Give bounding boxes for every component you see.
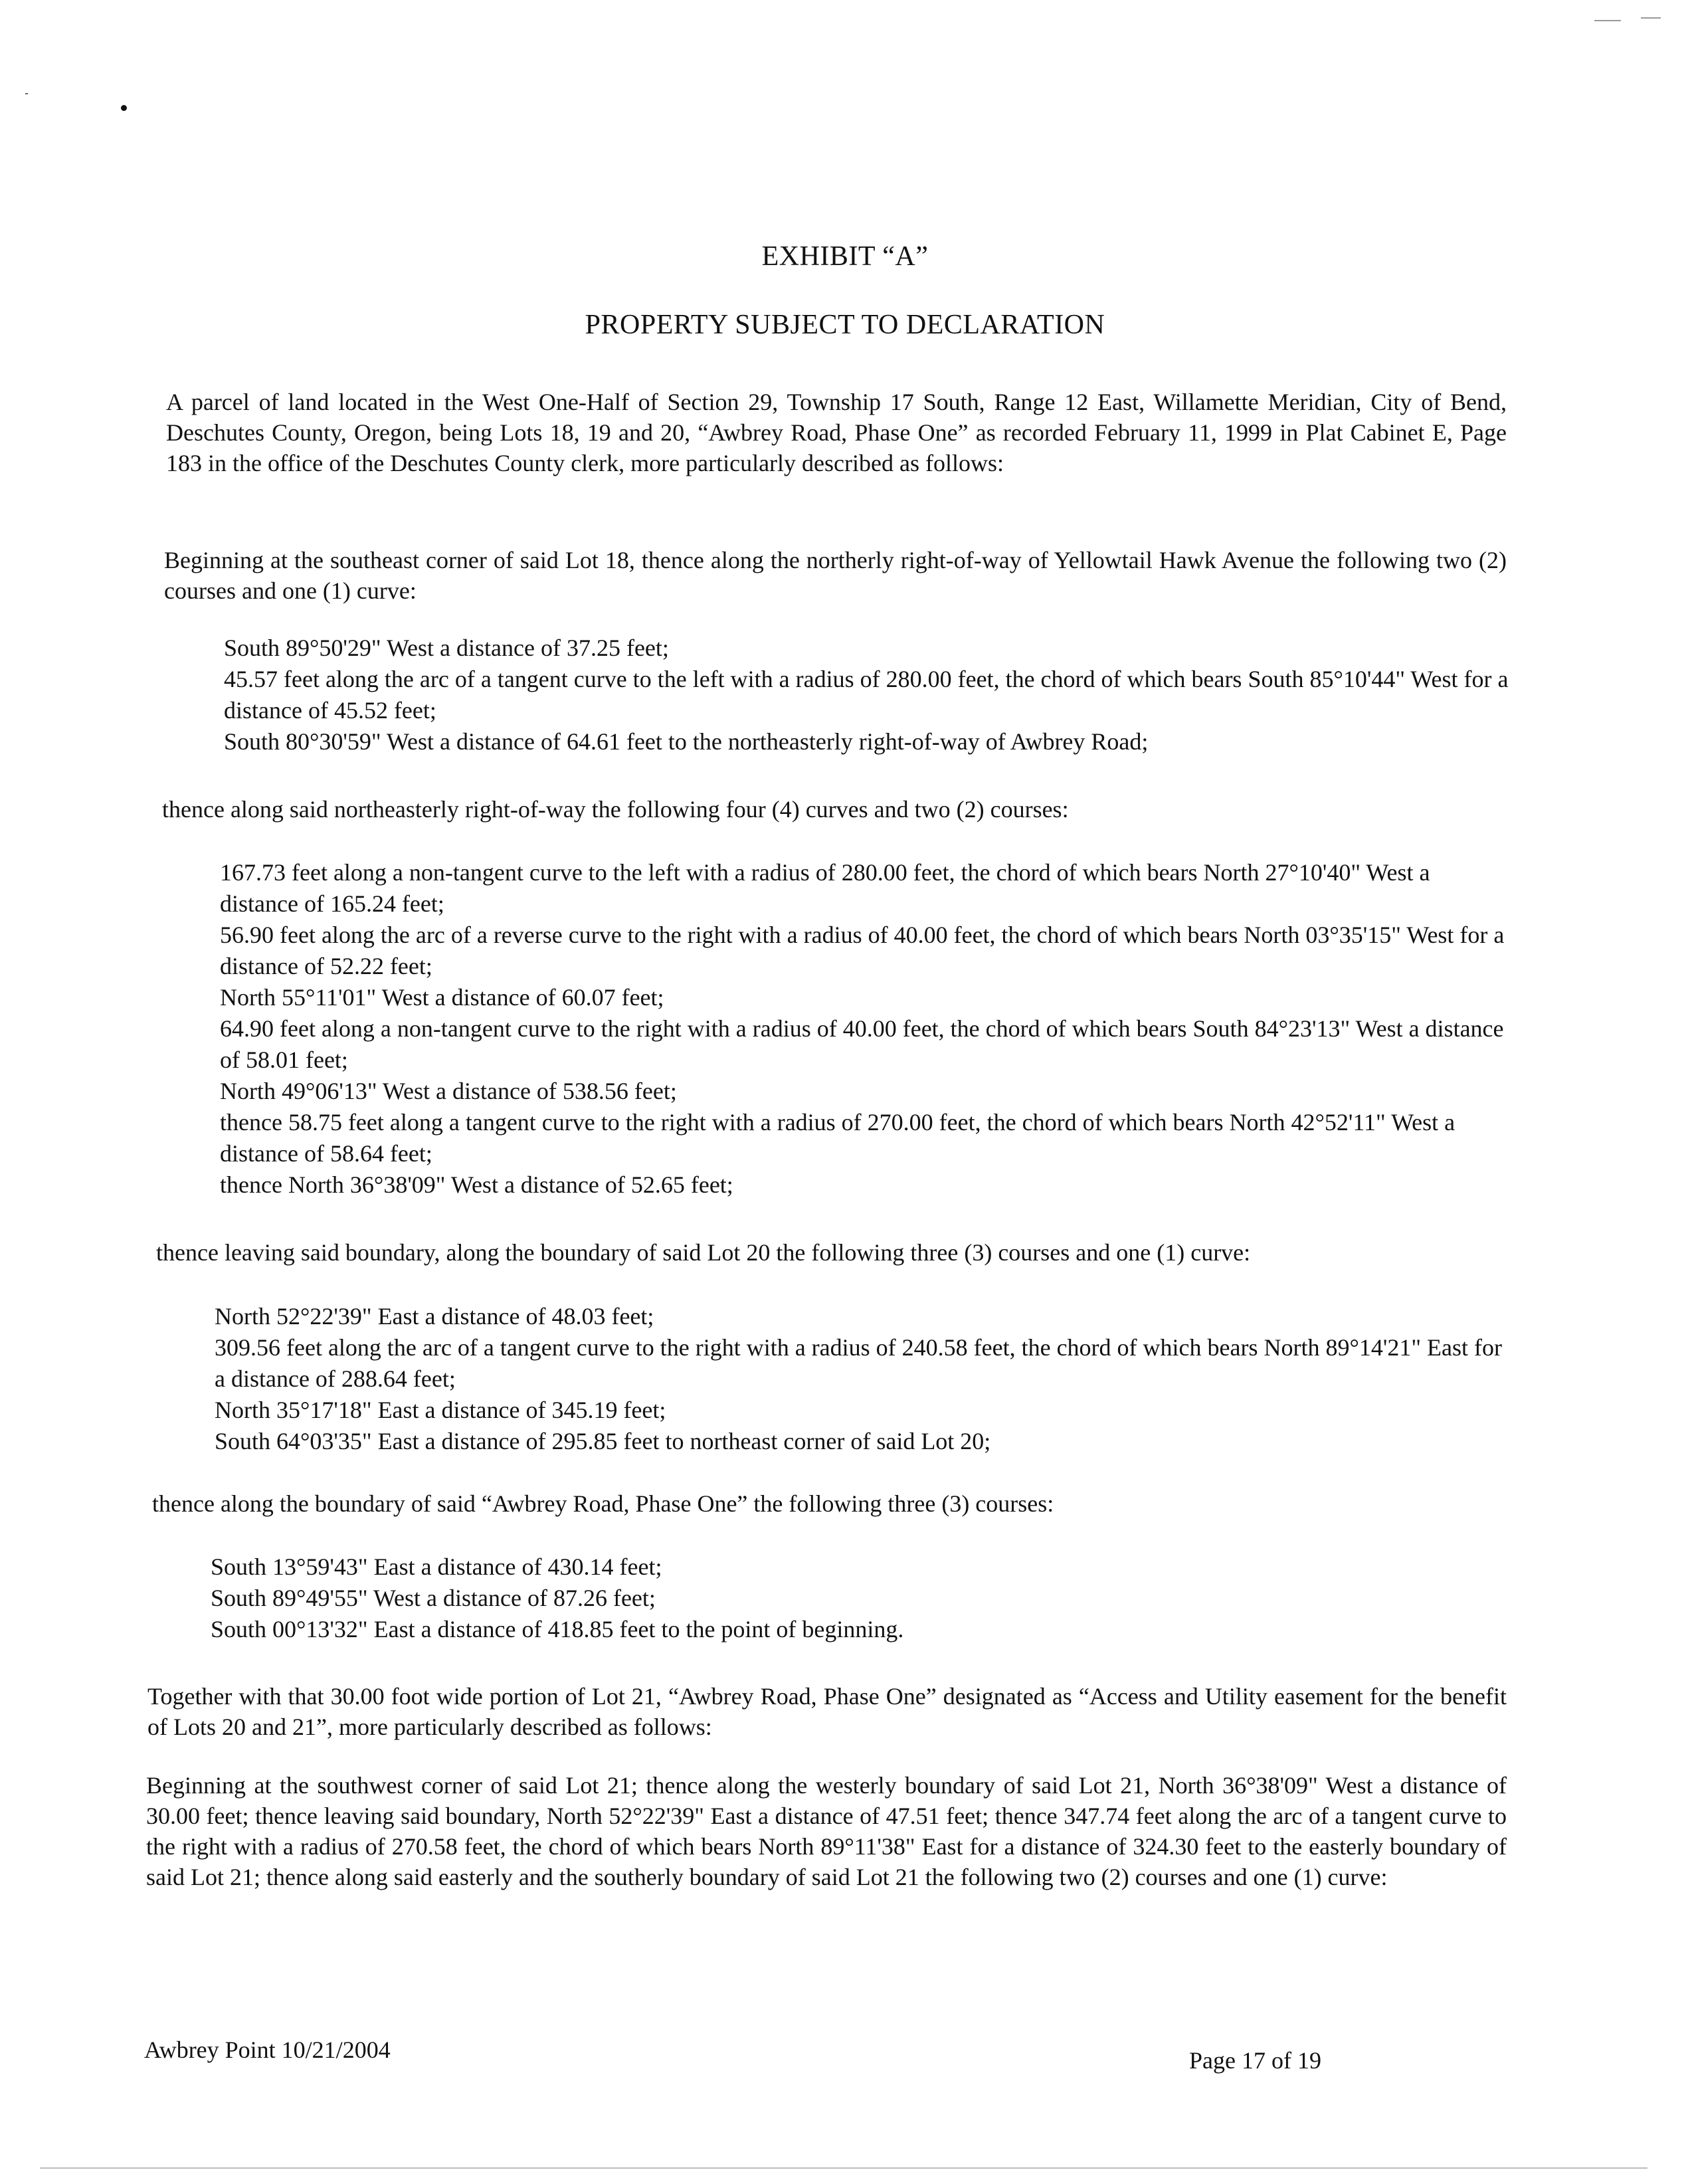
course-item: South 89°50'29" West a distance of 37.25 feet; bbox=[224, 635, 669, 661]
footer-document-date: Awbrey Point 10/21/2004 bbox=[144, 2036, 391, 2063]
course-item: thence North 36°38'09" West a distance of 52.65 feet; bbox=[220, 1171, 733, 1198]
intro-paragraph: A parcel of land located in the West One-Half of Section 29, Township 17 South, Range 12 East, Willamette Meridian, City of Bend, Deschutes County, Oregon, being Lots 18, 19 and 20, “Awbrey Road, Phase One” as recorded February 11, 1999 in Plat Cabinet E, Page 183 in the office of the Deschutes County clerk, more particularly described as follows: bbox=[166, 389, 1507, 476]
course-item: South 00°13'32" East a distance of 418.85 feet to the point of beginning. bbox=[211, 1616, 904, 1642]
scan-speck bbox=[25, 93, 28, 94]
course-item: 56.90 feet along the arc of a reverse curve to the right with a radius of 40.00 feet, the chord of which bears North 03°35'15" West for a distance of 52.22 feet; bbox=[220, 922, 1505, 979]
footer-page-number: Page 17 of 19 bbox=[1189, 2047, 1321, 2074]
course-item: 167.73 feet along a non-tangent curve to the left with a radius of 280.00 feet, the chord of which bears North 27°10'40" West a distance of 165.24 feet; bbox=[220, 859, 1430, 917]
exhibit-title: EXHIBIT “A” bbox=[761, 241, 929, 272]
course-item: South 13°59'43" East a distance of 430.14 feet; bbox=[211, 1553, 662, 1580]
scan-edge-line bbox=[40, 2167, 1647, 2169]
course-item: 64.90 feet along a non-tangent curve to the right with a radius of 40.00 feet, the chord of which bears South 84°23'13" West a distance of 58.01 feet; bbox=[220, 1015, 1504, 1073]
course-item: North 55°11'01" West a distance of 60.07 feet; bbox=[220, 984, 664, 1011]
course-list-2 bbox=[220, 857, 1513, 1201]
course-list-3 bbox=[215, 1301, 1510, 1457]
course-item: 45.57 feet along the arc of a tangent curve to the left with a radius of 280.00 feet, the chord of which bears South 85°10'44" West for a distance of 45.52 feet; bbox=[224, 666, 1509, 724]
thence-paragraph-1: thence along said northeasterly right-of-way the following four (4) curves and two (2) courses: bbox=[162, 796, 1069, 823]
course-list-4 bbox=[211, 1551, 1506, 1645]
easement-description-paragraph: Beginning at the southwest corner of said Lot 21; thence along the westerly boundary of said Lot 21, North 36°38'09" West a distance of 30.00 feet; thence leaving said boundary, North 52°22'39" East a distance of 47.51 feet; thence 347.74 feet along the arc of a tangent curve to the right with a radius of 270.58 feet, the chord of which bears North 89°11'38" East for a distance of 324.30 feet to the easterly boundary of said Lot 21; thence along said easterly and the southerly boundary of said Lot 21 the following two (2) courses and one (1) curve: bbox=[146, 1772, 1507, 1890]
exhibit-subtitle: PROPERTY SUBJECT TO DECLARATION bbox=[585, 310, 1105, 340]
scan-speck bbox=[1594, 20, 1621, 21]
course-list-1 bbox=[224, 633, 1513, 757]
course-item: North 35°17'18" East a distance of 345.19 feet; bbox=[215, 1397, 666, 1423]
course-item: North 49°06'13" West a distance of 538.56 feet; bbox=[220, 1078, 677, 1104]
thence-paragraph-2: thence leaving said boundary, along the boundary of said Lot 20 the following three (3) courses and one (1) curve: bbox=[156, 1239, 1251, 1266]
course-item: North 52°22'39" East a distance of 48.03 feet; bbox=[215, 1303, 654, 1330]
course-item: South 89°49'55" West a distance of 87.26 feet; bbox=[211, 1585, 656, 1611]
scan-speck bbox=[1641, 17, 1661, 19]
thence-paragraph-3: thence along the boundary of said “Awbrey Road, Phase One” the following three (3) courses: bbox=[152, 1490, 1054, 1517]
together-paragraph: Together with that 30.00 foot wide portion of Lot 21, “Awbrey Road, Phase One” designated as “Access and Utility easement for the benefit of Lots 20 and 21”, more particularly described as follows: bbox=[147, 1683, 1507, 1740]
course-item: South 80°30'59" West a distance of 64.61 feet to the northeasterly right-of-way of Awbrey Road; bbox=[224, 728, 1149, 755]
course-item: South 64°03'35" East a distance of 295.85 feet to northeast corner of said Lot 20; bbox=[215, 1428, 991, 1454]
course-item: thence 58.75 feet along a tangent curve to the right with a radius of 270.00 feet, the chord of which bears North 42°52'11" West a distance of 58.64 feet; bbox=[220, 1109, 1455, 1167]
scan-mark-dot bbox=[121, 105, 127, 111]
beginning-paragraph: Beginning at the southeast corner of said Lot 18, thence along the northerly right-of-way of Yellowtail Hawk Avenue the following two (2) courses and one (1) curve: bbox=[164, 547, 1507, 604]
course-item: 309.56 feet along the arc of a tangent curve to the right with a radius of 240.58 feet, the chord of which bears North 89°14'21" East for a distance of 288.64 feet; bbox=[215, 1334, 1502, 1392]
